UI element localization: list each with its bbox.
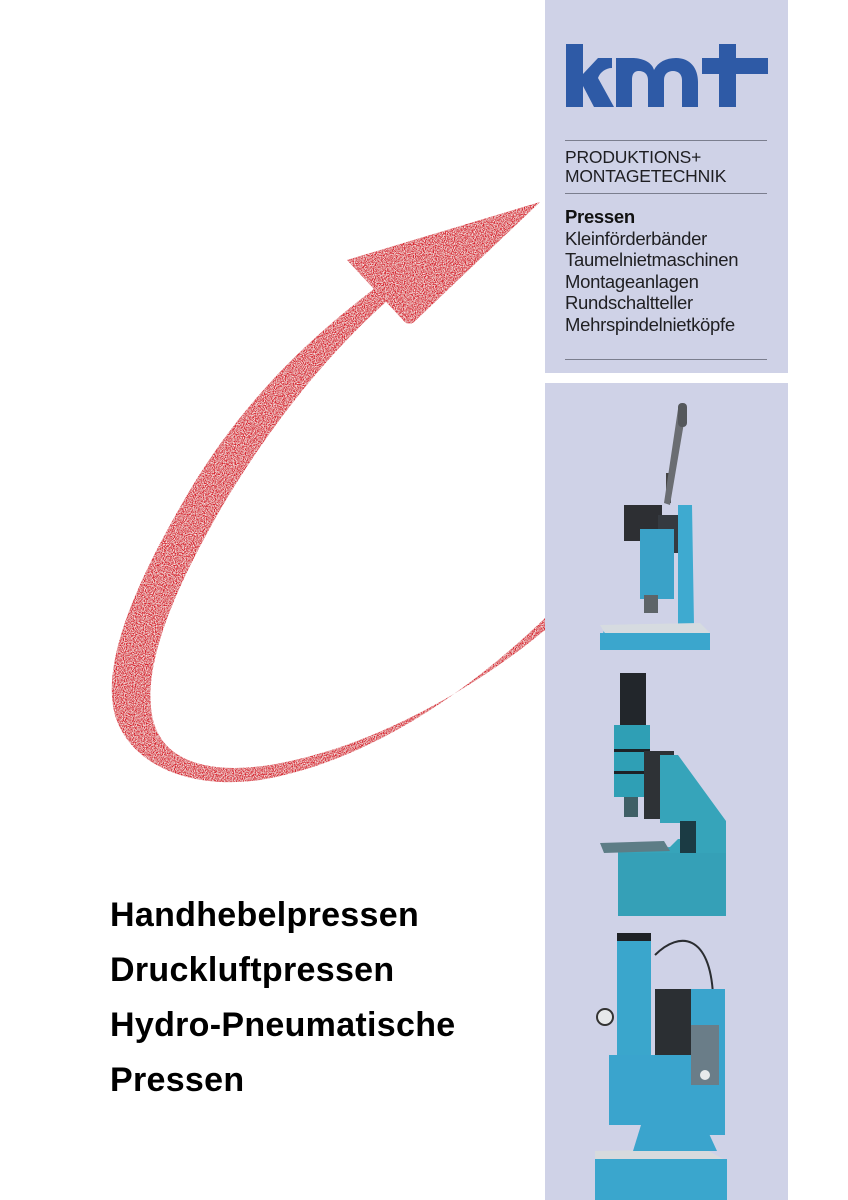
- divider-top: [565, 140, 767, 141]
- product-item-rundschaltteller: Rundschaltteller: [565, 292, 693, 313]
- hydro-pneumatic-press-image: [595, 925, 735, 1200]
- product-images-panel: [545, 383, 788, 1200]
- headline-hydro-pneumatische: Hydro-Pneumatische: [110, 1006, 456, 1044]
- product-item-taumelnietmaschinen: Taumelnietmaschinen: [565, 249, 739, 270]
- headline-pressen: Pressen: [110, 1061, 245, 1099]
- hand-lever-press-image: [600, 395, 720, 650]
- product-item-kleinfoerderbaender: Kleinförderbänder: [565, 227, 707, 249]
- product-item-pressen: Pressen: [565, 206, 635, 227]
- company-info-panel: [545, 0, 788, 373]
- tagline-line-1: PRODUKTIONS+: [565, 147, 702, 167]
- red-arrow-graphic: [100, 190, 550, 810]
- pneumatic-press-image: [600, 671, 730, 916]
- headline-handhebelpressen: Handhebelpressen: [110, 896, 420, 934]
- headline-druckluftpressen: Druckluftpressen: [110, 951, 395, 989]
- kmt-logo: [566, 44, 768, 108]
- product-list: [565, 206, 738, 335]
- product-item-mehrspindelnietkoepfe: Mehrspindelnietköpfe: [565, 313, 735, 335]
- company-tagline: [565, 148, 726, 186]
- divider-middle: [565, 193, 767, 194]
- headline-list: [110, 888, 455, 1108]
- divider-bottom: [565, 359, 767, 360]
- product-item-montageanlagen: Montageanlagen: [565, 270, 699, 292]
- tagline-line-2: MONTAGETECHNIK: [565, 166, 727, 186]
